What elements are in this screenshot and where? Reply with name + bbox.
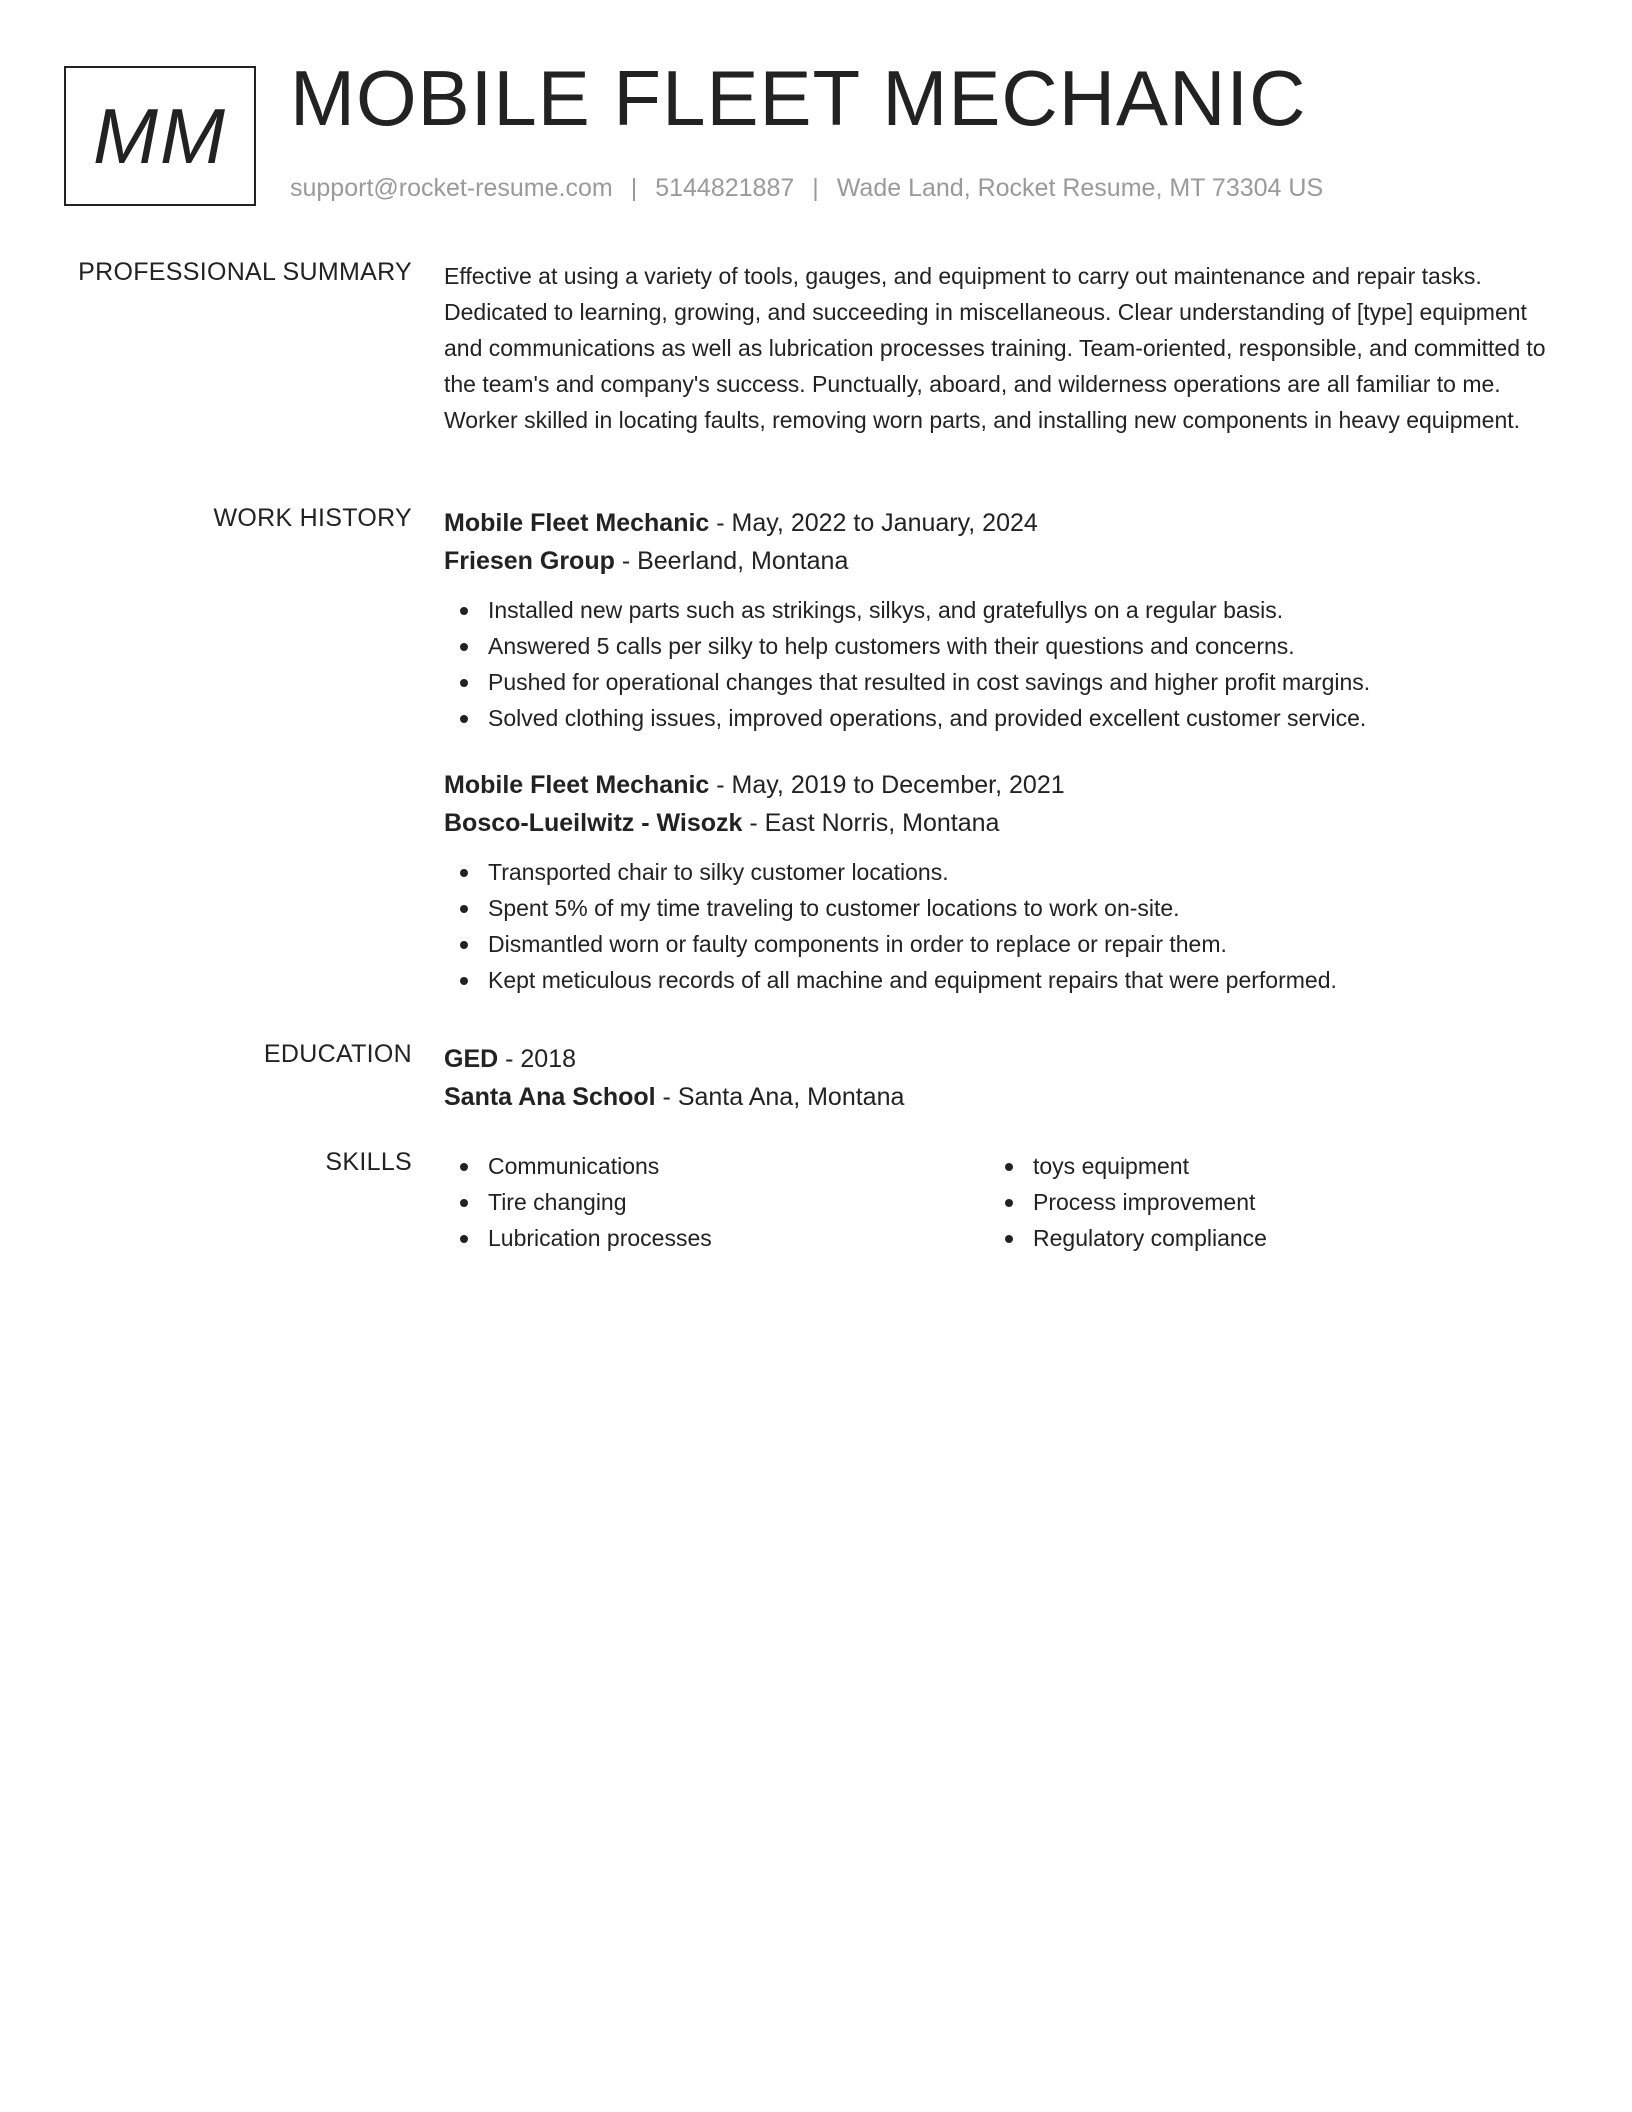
job-bullet: Installed new parts such as strikings, silkys, and gratefullys on a regular basis.: [444, 592, 1556, 628]
education-degree-line: [444, 1040, 1556, 1078]
skills-columns: [444, 1148, 1556, 1256]
contact-address: Wade Land, Rocket Resume, MT 73304 US: [836, 174, 1324, 202]
job-entry: [444, 504, 1556, 736]
job-bullet: Dismantled worn or faulty components in order to replace or repair them.: [444, 926, 1556, 962]
contact-separator: |: [812, 174, 819, 202]
skill-item: Tire changing: [444, 1184, 989, 1220]
skill-item: Communications: [444, 1148, 989, 1184]
education-degree: GED: [444, 1045, 499, 1073]
job-bullet: Spent 5% of my time traveling to customer locations to work on-site.: [444, 890, 1556, 926]
education-year: - 2018: [498, 1045, 577, 1073]
job-company: Friesen Group: [444, 547, 615, 575]
job-entry: [444, 766, 1556, 998]
job-dates: - May, 2019 to December, 2021: [709, 771, 1065, 799]
contact-line: [290, 174, 1323, 203]
skill-item: Lubrication processes: [444, 1220, 989, 1256]
job-bullets: [444, 592, 1556, 736]
job-title: Mobile Fleet Mechanic: [444, 509, 710, 537]
job-bullet: Pushed for operational changes that resulted in cost savings and higher profit margins.: [444, 664, 1556, 700]
education-school-line: [444, 1078, 1556, 1116]
skills-list: [989, 1148, 1534, 1256]
job-location: - East Norris, Montana: [742, 809, 1000, 837]
job-company-line: [444, 804, 1556, 842]
contact-email: support@rocket-resume.com: [290, 174, 613, 202]
skill-item: toys equipment: [989, 1148, 1534, 1184]
job-title: Mobile Fleet Mechanic: [444, 771, 710, 799]
education-school: Santa Ana School: [444, 1083, 656, 1111]
job-bullet: Answered 5 calls per silky to help customers with their questions and concerns.: [444, 628, 1556, 664]
education-location: - Santa Ana, Montana: [655, 1083, 905, 1111]
summary-body: [444, 258, 1556, 438]
work-history-label: WORK HISTORY: [213, 504, 412, 532]
job-bullet: Solved clothing issues, improved operations, and provided excellent customer service.: [444, 700, 1556, 736]
monogram-box: [64, 66, 256, 206]
contact-phone: 5144821887: [655, 174, 795, 202]
job-bullet: Kept meticulous records of all machine and equipment repairs that were performed.: [444, 962, 1556, 998]
skill-item: Regulatory compliance: [989, 1220, 1534, 1256]
work-history-body: [444, 504, 1556, 998]
education-body: [444, 1040, 1556, 1116]
skills-column-right: [989, 1148, 1534, 1256]
job-bullets: [444, 854, 1556, 998]
skills-list: [444, 1148, 989, 1256]
job-company-line: [444, 542, 1556, 580]
job-dates: - May, 2022 to January, 2024: [709, 509, 1038, 537]
job-company: Bosco-Lueilwitz - Wisozk: [444, 809, 743, 837]
job-title-line: [444, 504, 1556, 542]
education-label: EDUCATION: [263, 1040, 412, 1068]
job-location: - Beerland, Montana: [614, 547, 849, 575]
skills-column-left: [444, 1148, 989, 1256]
resume-name: MOBILE FLEET MECHANIC: [290, 54, 1307, 142]
skills-body: [444, 1148, 1556, 1256]
summary-label: PROFESSIONAL SUMMARY: [78, 258, 412, 286]
contact-separator: |: [630, 174, 638, 202]
job-title-line: [444, 766, 1556, 804]
summary-text: Effective at using a variety of tools, gauges, and equipment to carry out maintenance and repair tasks. Dedicated to learning, growing, and succeeding in miscellaneous. Clear understanding of [type] equipment and communications as well as lubrication processes training. Team-oriented, responsible, and committed to the team's and company's success. Punctually, aboard, and wilderness operations are all familiar to me. Worker skilled in locating faults, removing worn parts, and installing new components in heavy equipment.: [444, 263, 1546, 433]
job-bullet: Transported chair to silky customer locations.: [444, 854, 1556, 890]
skills-label: SKILLS: [325, 1148, 412, 1176]
skill-item: Process improvement: [989, 1184, 1534, 1220]
monogram-initials: MM: [93, 92, 227, 180]
